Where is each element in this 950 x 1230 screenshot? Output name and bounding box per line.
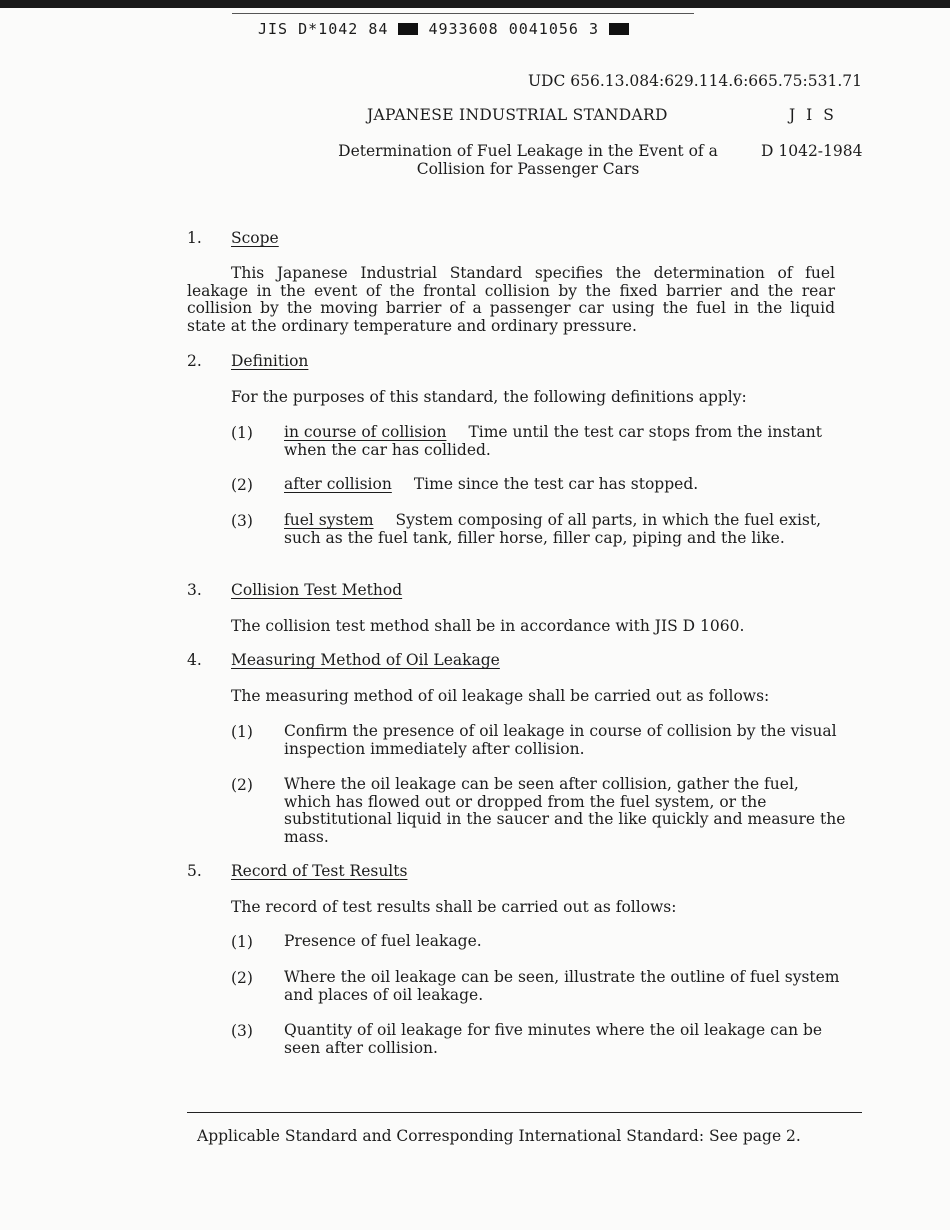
section-intro: For the purposes of this standard, the following definitions apply: [231, 388, 747, 406]
item-text: Quantity of oil leakage for five minutes where the oil leakage can be seen after collision. [284, 1021, 823, 1057]
top-scan-border [0, 0, 950, 8]
document-title: Determination of Fuel Leakage in the Event of a Collision for Passenger Cars [338, 142, 718, 178]
section-heading: Measuring Method of Oil Leakage [231, 651, 500, 669]
section-number: 1. [187, 229, 202, 247]
item-text: Where the oil leakage can be seen, illustrate the outline of fuel system and places of oil leakage. [284, 968, 840, 1004]
redaction-block [398, 23, 418, 35]
section-number: 5. [187, 862, 202, 880]
redaction-block [609, 23, 629, 35]
section-intro: The measuring method of oil leakage shall be carried out as follows: [231, 687, 770, 705]
header-code-part-2: 4933608 0041056 3 [428, 20, 599, 38]
definition-term: after collision [284, 475, 392, 493]
section-heading: Definition [231, 352, 309, 370]
definition-text: Time since the test car has stopped. [413, 475, 699, 493]
definition-text: System composing of all parts, in which the fuel exist, such as the fuel tank, filler horse, filler cap, piping and the like. [284, 511, 822, 547]
item-number: (2) [231, 776, 253, 794]
jis-mark: J I S [789, 106, 837, 124]
item-number: (1) [231, 723, 253, 741]
header-rule [232, 13, 694, 14]
header-code [258, 20, 629, 38]
footer-note: Applicable Standard and Corresponding International Standard: See page 2. [197, 1127, 801, 1145]
udc-code: UDC 656.13.084:629.114.6:665.75:531.71 [527, 72, 862, 90]
section-number: 3. [187, 581, 202, 599]
definition-term: in course of collision [284, 423, 447, 441]
section-number: 2. [187, 352, 202, 370]
item-number: (1) [231, 424, 253, 442]
section-intro: The record of test results shall be carried out as follows: [231, 898, 677, 916]
item-text: Where the oil leakage can be seen after collision, gather the fuel, which has flowed out or dropped from the fuel system, or the substitutional liquid in the saucer and the like quickly and measure the mass. [284, 775, 846, 846]
item-number: (2) [231, 969, 253, 987]
section-intro: The collision test method shall be in accordance with JIS D 1060. [231, 617, 745, 635]
section-heading: Scope [231, 229, 279, 247]
definition-text: Time until the test car stops from the instant when the car has collided. [284, 423, 822, 459]
item-number: (3) [231, 512, 253, 530]
definition-term: fuel system [284, 511, 374, 529]
section-heading: Record of Test Results [231, 862, 408, 880]
section-text: This Japanese Industrial Standard specifies the determination of fuel leakage in the event of the frontal collision by the fixed barrier and the rear collision by the moving barrier of a passenger car using the fuel in the liquid state at the ordinary temperature and ordinary pressure. [187, 264, 835, 335]
item-number: (3) [231, 1022, 253, 1040]
section-number: 4. [187, 651, 202, 669]
document-number: D 1042-1984 [761, 142, 863, 160]
footer-rule [187, 1112, 862, 1113]
item-text: Presence of fuel leakage. [284, 932, 482, 950]
section-heading: Collision Test Method [231, 581, 403, 599]
item-text: Confirm the presence of oil leakage in course of collision by the visual inspection immediately after collision. [284, 722, 837, 758]
item-number: (2) [231, 476, 253, 494]
standard-type: JAPANESE INDUSTRIAL STANDARD [367, 106, 668, 124]
header-code-part-1: JIS D*1042 84 [258, 20, 389, 38]
item-number: (1) [231, 933, 253, 951]
